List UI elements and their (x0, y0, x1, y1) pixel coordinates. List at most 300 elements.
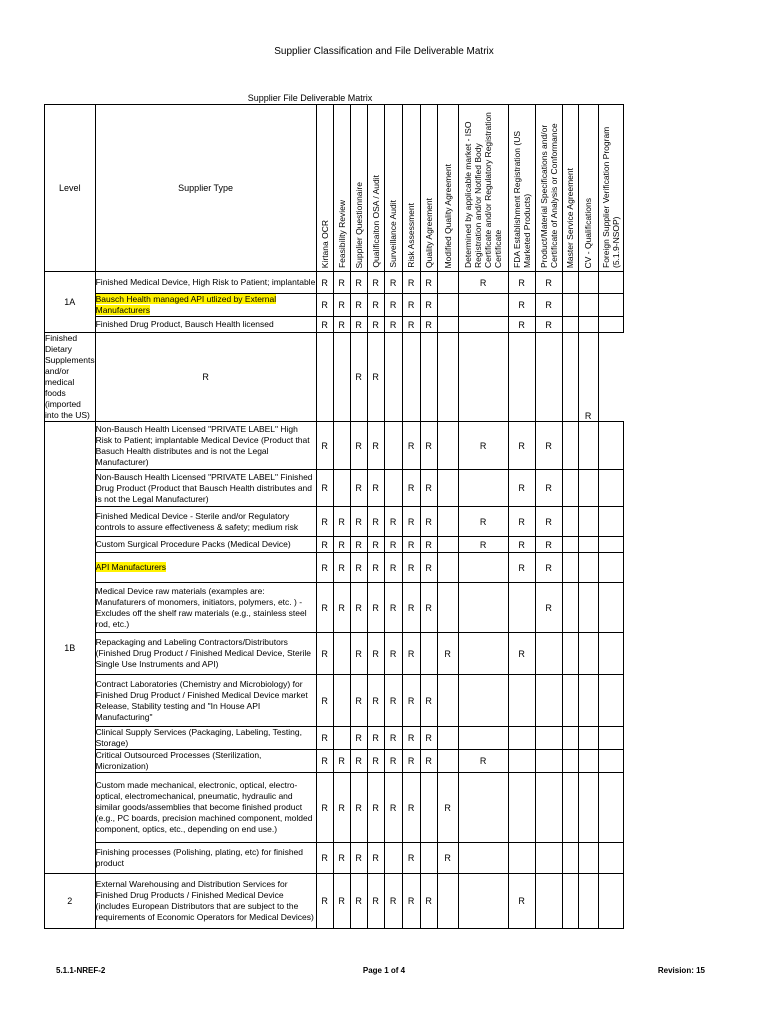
requirement-cell (598, 843, 623, 874)
table-title: Supplier File Deliverable Matrix (247, 93, 373, 103)
requirement-cell (508, 727, 535, 750)
requirement-cell (458, 317, 508, 333)
requirement-cell (598, 553, 623, 583)
requirement-cell: R (316, 317, 333, 333)
column-header: Surveillance Audit (384, 105, 402, 272)
requirement-cell: R (367, 553, 384, 583)
requirement-cell (598, 874, 623, 929)
column-header: CV - Qualifications (578, 105, 598, 272)
requirement-cell (458, 553, 508, 583)
requirement-cell: R (384, 583, 402, 633)
requirement-cell (562, 750, 578, 773)
table-row (45, 675, 624, 727)
supplier-type-cell: Finished Drug Product, Bausch Health licensed (95, 317, 316, 333)
requirement-cell: R (316, 633, 333, 675)
requirement-cell: R (420, 294, 437, 317)
requirement-cell (535, 773, 562, 843)
requirement-cell (333, 470, 350, 507)
requirement-cell (598, 675, 623, 727)
requirement-cell (384, 843, 402, 874)
requirement-cell (458, 294, 508, 317)
requirement-cell (578, 537, 598, 553)
requirement-cell: R (367, 675, 384, 727)
requirement-cell: R (350, 294, 367, 317)
requirement-cell: R (535, 537, 562, 553)
requirement-cell: R (402, 507, 420, 537)
requirement-cell: R (350, 507, 367, 537)
requirement-cell: R (508, 633, 535, 675)
column-header: Master Service Agreement (562, 105, 578, 272)
table-row (45, 470, 624, 507)
requirement-cell: R (350, 727, 367, 750)
table-row (45, 294, 624, 317)
page-number: Page 1 of 4 (362, 966, 406, 975)
requirement-cell (384, 422, 402, 470)
requirement-cell (508, 843, 535, 874)
requirement-cell (458, 333, 508, 422)
requirement-cell: R (333, 843, 350, 874)
requirement-cell: R (316, 583, 333, 633)
requirement-cell: R (437, 773, 458, 843)
requirement-cell: R (333, 317, 350, 333)
supplier-type-cell: Repackaging and Labeling Contractors/Distributors (Finished Drug Product / Finished Medical Device, Sterile Single Use Instruments and API) (95, 633, 316, 675)
requirement-cell (437, 507, 458, 537)
requirement-cell: R (384, 507, 402, 537)
supplier-type-cell: External Warehousing and Distribution Services for Finished Drug Products / Finished Medical Device (includes European Distributors that are subject to the requirements of Economic Operators for Medical Devices) (95, 874, 316, 929)
requirement-cell: R (350, 422, 367, 470)
requirement-cell: R (508, 422, 535, 470)
requirement-cell: R (402, 773, 420, 843)
requirement-cell: R (350, 333, 367, 422)
requirement-cell (578, 422, 598, 470)
requirement-cell: R (508, 317, 535, 333)
table-row (45, 537, 624, 553)
requirement-cell (333, 633, 350, 675)
requirement-cell: R (535, 583, 562, 633)
requirement-cell: R (333, 507, 350, 537)
supplier-type-header: Supplier Type (95, 105, 316, 272)
requirement-cell: R (535, 553, 562, 583)
supplier-type-cell: Non-Bausch Health Licensed "PRIVATE LABEL" Finished Drug Product (Product that Bausch Health distributes and is not the Legal Manufacturer) (95, 470, 316, 507)
requirement-cell: R (333, 272, 350, 294)
requirement-cell: R (437, 843, 458, 874)
requirement-cell: R (333, 553, 350, 583)
level-header: Level (45, 105, 96, 272)
requirement-cell (508, 333, 535, 422)
table-row (45, 633, 624, 675)
requirement-cell: R (316, 470, 333, 507)
requirement-cell (508, 750, 535, 773)
header-row (45, 105, 624, 272)
requirement-cell (437, 553, 458, 583)
requirement-cell (578, 675, 598, 727)
requirement-cell: R (367, 317, 384, 333)
requirement-cell: R (402, 422, 420, 470)
requirement-cell: R (384, 727, 402, 750)
requirement-cell: R (367, 294, 384, 317)
requirement-cell: R (384, 537, 402, 553)
supplier-type-cell: Finishing processes (Polishing, plating, etc) for finished product (95, 843, 316, 874)
requirement-cell (578, 843, 598, 874)
requirement-cell (578, 553, 598, 583)
requirement-cell: R (384, 317, 402, 333)
requirement-cell: R (420, 750, 437, 773)
requirement-cell: R (535, 422, 562, 470)
requirement-cell: R (402, 537, 420, 553)
requirement-cell: R (420, 422, 437, 470)
requirement-cell: R (402, 317, 420, 333)
requirement-cell: R (367, 537, 384, 553)
requirement-cell (562, 773, 578, 843)
requirement-cell: R (316, 843, 333, 874)
requirement-cell: R (367, 773, 384, 843)
requirement-cell: R (350, 874, 367, 929)
requirement-cell: R (578, 333, 598, 422)
supplier-type-cell: Custom Surgical Procedure Packs (Medical Device) (95, 537, 316, 553)
requirement-cell: R (508, 553, 535, 583)
supplier-type-cell (95, 294, 316, 317)
requirement-cell (458, 583, 508, 633)
requirement-cell (598, 422, 623, 470)
supplier-type-cell: Critical Outsourced Processes (Sterilization, Micronization) (95, 750, 316, 773)
requirement-cell (562, 272, 578, 294)
requirement-cell: R (420, 537, 437, 553)
requirement-cell (384, 470, 402, 507)
requirement-cell: R (333, 874, 350, 929)
table-row (45, 507, 624, 537)
requirement-cell (562, 553, 578, 583)
requirement-cell (535, 675, 562, 727)
requirement-cell: R (350, 272, 367, 294)
requirement-cell (508, 773, 535, 843)
requirement-cell: R (384, 633, 402, 675)
requirement-cell (437, 675, 458, 727)
supplier-type-cell: Finished Medical Device - Sterile and/or Regulatory controls to assure effectiveness & safety; medium risk (95, 507, 316, 537)
requirement-cell: R (384, 553, 402, 583)
requirement-cell: R (508, 272, 535, 294)
requirement-cell (598, 583, 623, 633)
requirement-cell (535, 727, 562, 750)
requirement-cell: R (535, 272, 562, 294)
requirement-cell: R (333, 294, 350, 317)
requirement-cell: R (420, 583, 437, 633)
requirement-cell: R (350, 675, 367, 727)
requirement-cell: R (535, 317, 562, 333)
requirement-cell (535, 633, 562, 675)
requirement-cell: R (350, 583, 367, 633)
requirement-cell: R (333, 750, 350, 773)
table-row (45, 773, 624, 843)
requirement-cell: R (316, 422, 333, 470)
requirement-cell: R (316, 553, 333, 583)
requirement-cell: R (316, 507, 333, 537)
requirement-cell (578, 317, 598, 333)
column-header: Determined by applicable market - ISO Registration and/or Notified Body Certificate and/or Regulatory Registration Certificate (458, 105, 508, 272)
requirement-cell: R (402, 294, 420, 317)
requirement-cell (437, 583, 458, 633)
level-cell: 1A (45, 272, 96, 333)
column-header: FDA Establishment Registration (US Marketed Products) (508, 105, 535, 272)
requirement-cell (437, 874, 458, 929)
requirement-cell (333, 675, 350, 727)
requirement-cell: R (402, 675, 420, 727)
requirement-cell (578, 272, 598, 294)
requirement-cell: R (402, 750, 420, 773)
requirement-cell (458, 843, 508, 874)
requirement-cell (316, 333, 333, 422)
requirement-cell: R (384, 272, 402, 294)
requirement-cell: R (384, 874, 402, 929)
requirement-cell (437, 333, 458, 422)
table-row (45, 333, 624, 422)
requirement-cell (437, 272, 458, 294)
requirement-cell: R (420, 272, 437, 294)
requirement-cell (598, 272, 623, 294)
requirement-cell: R (420, 317, 437, 333)
requirement-cell: R (350, 843, 367, 874)
requirement-cell: R (402, 553, 420, 583)
table-row (45, 317, 624, 333)
requirement-cell: R (437, 633, 458, 675)
requirement-cell (598, 750, 623, 773)
requirement-cell: R (384, 294, 402, 317)
requirement-cell (562, 583, 578, 633)
requirement-cell (508, 583, 535, 633)
page-title: Supplier Classification and File Deliverable Matrix (274, 46, 494, 57)
requirement-cell (437, 750, 458, 773)
requirement-cell: R (333, 583, 350, 633)
requirement-cell: R (367, 333, 384, 422)
column-header: Product/Material Specifications and/or Certificate of Analysis or Conformance (535, 105, 562, 272)
supplier-type-cell: Clinical Supply Services (Packaging, Labeling, Testing, Storage) (95, 727, 316, 750)
matrix-body (45, 272, 624, 929)
requirement-cell (562, 294, 578, 317)
supplier-type-cell: Finished Medical Device, High Risk to Patient; implantable (95, 272, 316, 294)
document-id: 5.1.1-NREF-2 (56, 966, 106, 975)
requirement-cell (333, 727, 350, 750)
requirement-cell: R (384, 750, 402, 773)
requirement-cell: R (420, 874, 437, 929)
requirement-cell: R (367, 272, 384, 294)
requirement-cell (420, 333, 437, 422)
requirement-cell: R (402, 583, 420, 633)
requirement-cell: R (350, 537, 367, 553)
requirement-cell: R (367, 874, 384, 929)
requirement-cell (578, 727, 598, 750)
requirement-cell (598, 317, 623, 333)
requirement-cell (437, 422, 458, 470)
requirement-cell (598, 537, 623, 553)
requirement-cell (437, 537, 458, 553)
column-header: Kirtana OCR (316, 105, 333, 272)
requirement-cell: R (508, 537, 535, 553)
requirement-cell (578, 773, 598, 843)
highlighted-text: API Manufacturers (95, 562, 166, 572)
requirement-cell (598, 727, 623, 750)
requirement-cell: R (367, 507, 384, 537)
requirement-cell: R (420, 507, 437, 537)
requirement-cell (420, 633, 437, 675)
requirement-cell (562, 507, 578, 537)
requirement-cell (420, 843, 437, 874)
requirement-cell: R (333, 537, 350, 553)
table-row (45, 553, 624, 583)
supplier-type-cell: Non-Bausch Health Licensed "PRIVATE LABEL" High Risk to Patient; implantable Medical Device (Product that Basuch Health distributes and is not the Legal Manufacturer) (95, 422, 316, 470)
requirement-cell: R (420, 470, 437, 507)
requirement-cell: R (458, 272, 508, 294)
requirement-cell: R (458, 750, 508, 773)
requirement-cell (437, 317, 458, 333)
requirement-cell (535, 750, 562, 773)
requirement-cell (598, 507, 623, 537)
requirement-cell: R (316, 294, 333, 317)
table-row (45, 583, 624, 633)
requirement-cell: R (402, 272, 420, 294)
requirement-cell (562, 317, 578, 333)
requirement-cell (384, 333, 402, 422)
requirement-cell (458, 470, 508, 507)
requirement-cell (578, 633, 598, 675)
requirement-cell: R (367, 633, 384, 675)
column-header: Quality Agreement (420, 105, 437, 272)
requirement-cell: R (420, 675, 437, 727)
table-row (45, 843, 624, 874)
requirement-cell (535, 874, 562, 929)
level-cell: 1B (45, 422, 96, 874)
requirement-cell: R (350, 553, 367, 583)
requirement-cell: R (350, 317, 367, 333)
table-row (45, 727, 624, 750)
column-header: Foreign Supplier Verification Program (5.1.9-NSOP) (598, 105, 623, 272)
requirement-cell: R (367, 583, 384, 633)
requirement-cell: R (384, 675, 402, 727)
requirement-cell: R (508, 507, 535, 537)
requirement-cell (578, 583, 598, 633)
requirement-cell: R (350, 750, 367, 773)
requirement-cell (508, 675, 535, 727)
requirement-cell: R (458, 537, 508, 553)
requirement-cell: R (402, 874, 420, 929)
requirement-cell: R (420, 727, 437, 750)
requirement-cell: R (95, 333, 316, 422)
requirement-cell (598, 294, 623, 317)
requirement-cell (458, 675, 508, 727)
requirement-cell (598, 773, 623, 843)
requirement-cell (420, 773, 437, 843)
requirement-cell (402, 333, 420, 422)
supplier-type-cell: Custom made mechanical, electronic, optical, electro-optical, electromechanical, pneumatic, hydraulic and similar goods/assemblies that become finished product (e.g., PC boards, precision machined component, molded component, optics, etc., depending on end use.) (95, 773, 316, 843)
requirement-cell (437, 727, 458, 750)
requirement-cell: R (316, 750, 333, 773)
requirement-cell (562, 422, 578, 470)
requirement-cell: R (402, 843, 420, 874)
requirement-cell (562, 633, 578, 675)
requirement-cell (578, 507, 598, 537)
requirement-cell: R (316, 675, 333, 727)
requirement-cell: R (458, 422, 508, 470)
supplier-type-cell (95, 553, 316, 583)
requirement-cell: R (316, 537, 333, 553)
requirement-cell (562, 333, 578, 422)
requirement-cell (437, 294, 458, 317)
deliverable-matrix-table (44, 104, 624, 929)
requirement-cell (333, 422, 350, 470)
requirement-cell (458, 773, 508, 843)
requirement-cell: R (350, 633, 367, 675)
requirement-cell (578, 750, 598, 773)
requirement-cell: R (316, 874, 333, 929)
requirement-cell: R (458, 507, 508, 537)
requirement-cell (578, 294, 598, 317)
requirement-cell: R (535, 507, 562, 537)
requirement-cell: R (316, 727, 333, 750)
requirement-cell: R (384, 773, 402, 843)
requirement-cell (598, 470, 623, 507)
requirement-cell: R (508, 294, 535, 317)
requirement-cell (437, 470, 458, 507)
requirement-cell (562, 843, 578, 874)
requirement-cell (535, 843, 562, 874)
requirement-cell (562, 874, 578, 929)
requirement-cell (598, 633, 623, 675)
requirement-cell (562, 537, 578, 553)
requirement-cell: R (333, 773, 350, 843)
table-row (45, 422, 624, 470)
requirement-cell (578, 874, 598, 929)
column-header: Modified Quality Agreement (437, 105, 458, 272)
requirement-cell: R (535, 294, 562, 317)
column-header: Feasibility Review (333, 105, 350, 272)
requirement-cell: R (367, 727, 384, 750)
column-header: Qualificaiton OSA / Audit (367, 105, 384, 272)
requirement-cell: R (367, 843, 384, 874)
revision-number: Revision: 15 (657, 966, 705, 975)
requirement-cell (458, 633, 508, 675)
supplier-type-cell: Medical Device raw materials (examples are: Manufaturers of monomers, initiators, polymers, etc. ) - Excludes off the shelf raw materials (e.g., stainless steel rod, etc.) (95, 583, 316, 633)
requirement-cell: R (402, 633, 420, 675)
table-row (45, 272, 624, 294)
level-cell: 2 (45, 874, 96, 929)
requirement-cell (333, 333, 350, 422)
requirement-cell: R (508, 874, 535, 929)
requirement-cell (535, 333, 562, 422)
requirement-cell: R (402, 470, 420, 507)
table-row (45, 750, 624, 773)
column-header: Supplier Questionnaire (350, 105, 367, 272)
requirement-cell: R (420, 553, 437, 583)
supplier-type-cell: Finished Dietary Supplements and/or medical foods (imported into the US) (45, 333, 95, 420)
highlighted-text: Bausch Health managed API utlized by External Manufacturers (95, 294, 277, 315)
requirement-cell: R (508, 470, 535, 507)
column-header: Risk Assessment (402, 105, 420, 272)
supplier-type-cell: Contract Laboratories (Chemistry and Microbiology) for Finished Drug Product / Finished Medical Device market Release, Stability testing and "In House API Manufacturing" (95, 675, 316, 727)
requirement-cell: R (350, 773, 367, 843)
requirement-cell (578, 470, 598, 507)
table-row (45, 874, 624, 929)
requirement-cell (458, 874, 508, 929)
requirement-cell: R (367, 422, 384, 470)
requirement-cell: R (367, 750, 384, 773)
requirement-cell: R (402, 727, 420, 750)
requirement-cell (562, 727, 578, 750)
requirement-cell: R (316, 272, 333, 294)
requirement-cell: R (367, 470, 384, 507)
requirement-cell (562, 675, 578, 727)
requirement-cell: R (350, 470, 367, 507)
requirement-cell: R (316, 773, 333, 843)
requirement-cell (458, 727, 508, 750)
requirement-cell (562, 470, 578, 507)
